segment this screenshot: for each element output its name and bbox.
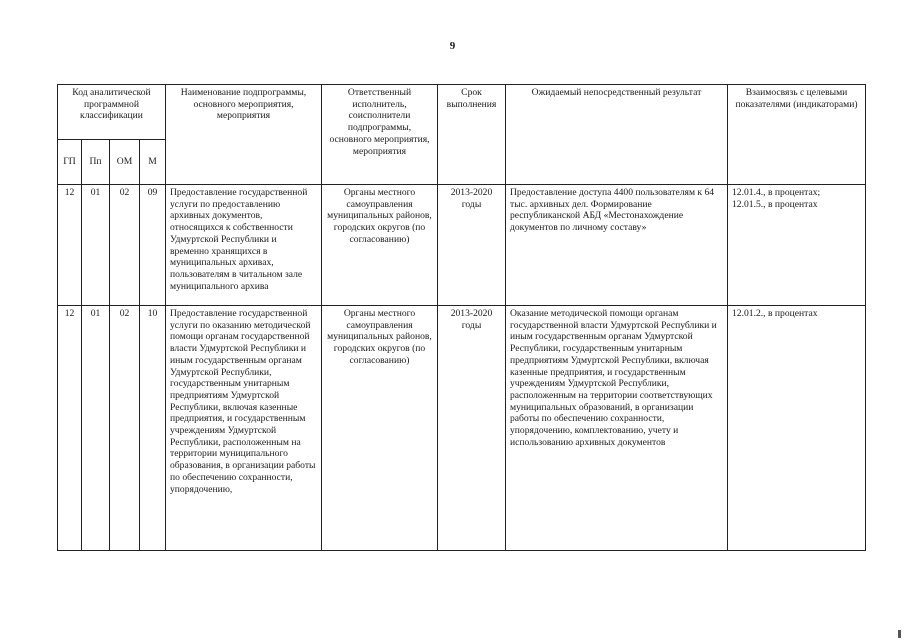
cell-m: 10 [140, 306, 166, 551]
cell-m: 09 [140, 185, 166, 306]
cell-gp: 12 [58, 306, 82, 551]
page-number: 9 [449, 40, 456, 52]
cell-result: Предоставление доступа 4400 пользователям к 64 тыс. архивных дел. Формирование республиканской АБД «Местонахождение документов по личному составу» [506, 185, 728, 306]
header-responsible: Ответственный исполнитель, соисполнители подпрограммы, основного мероприятия, мероприятия [322, 85, 438, 185]
cell-pp: 01 [82, 306, 110, 551]
cell-responsible: Органы местного самоуправления муниципальных районов, городских округов (по согласованию) [322, 185, 438, 306]
header-code-group: Код аналитической программной классификации [58, 85, 166, 140]
cell-responsible: Органы местного самоуправления муниципальных районов, городских округов (по согласованию) [322, 306, 438, 551]
cell-term: 2013-2020 годы [438, 306, 506, 551]
cell-name: Предоставление государственной услуги по предоставлению архивных документов, относящихся к собственности Удмуртской Республики и временно хранящихся в муниципальных архивах, пользователям в читальном зале муниципального архива [166, 185, 322, 306]
link-item: 12.01.5., в процентах [732, 198, 818, 210]
cell-om: 02 [110, 185, 140, 306]
header-row-top [58, 85, 866, 140]
header-code-gp: ГП [58, 140, 82, 185]
header-link: Взаимосвязь с целевыми показателями (индикаторами) [728, 85, 866, 185]
scan-mark [898, 630, 901, 638]
cell-link [728, 185, 866, 306]
link-item: 12.01.2., в процентах [732, 308, 818, 319]
header-term: Срок выполнения [438, 85, 506, 185]
table-row [58, 185, 866, 306]
cell-term: 2013-2020 годы [438, 185, 506, 306]
header-code-pp: Пп [82, 140, 110, 185]
cell-gp: 12 [58, 185, 82, 306]
header-code-om: ОМ [110, 140, 140, 185]
header-code-m: М [140, 140, 166, 185]
header-result: Ожидаемый непосредственный результат [506, 85, 728, 185]
program-table [57, 84, 866, 551]
header-name: Наименование подпрограммы, основного мероприятия, мероприятия [166, 85, 322, 185]
table-row [58, 306, 866, 551]
cell-result: Оказание методической помощи органам государственной власти Удмуртской Республики и иным государственным органам Удмуртской Республики, государственным унитарным предприятиям Удмуртской Республики, включая казенные предприятия, и государственным учреждениям Удмуртской Республики, расположенным на территории соответствующих муниципальных образований, в организации работы по обеспечению сохранности, упорядочению, комплектованию, учету и использованию архивных документов [506, 306, 728, 551]
link-item: 12.01.4., в процентах; [732, 187, 821, 198]
cell-pp: 01 [82, 185, 110, 306]
cell-name: Предоставление государственной услуги по оказанию методической помощи органам государственной власти Удмуртской Республики и иным государственным органам Удмуртской Республики, государственным унитарным предприятиям Удмуртской Республики, включая казенные предприятия, и государственным учреждениям Удмуртской Республики, расположенным на территории муниципального образования, в организации работы по обеспечению сохранности, упорядочению, [166, 306, 322, 551]
cell-link [728, 306, 866, 551]
cell-om: 02 [110, 306, 140, 551]
